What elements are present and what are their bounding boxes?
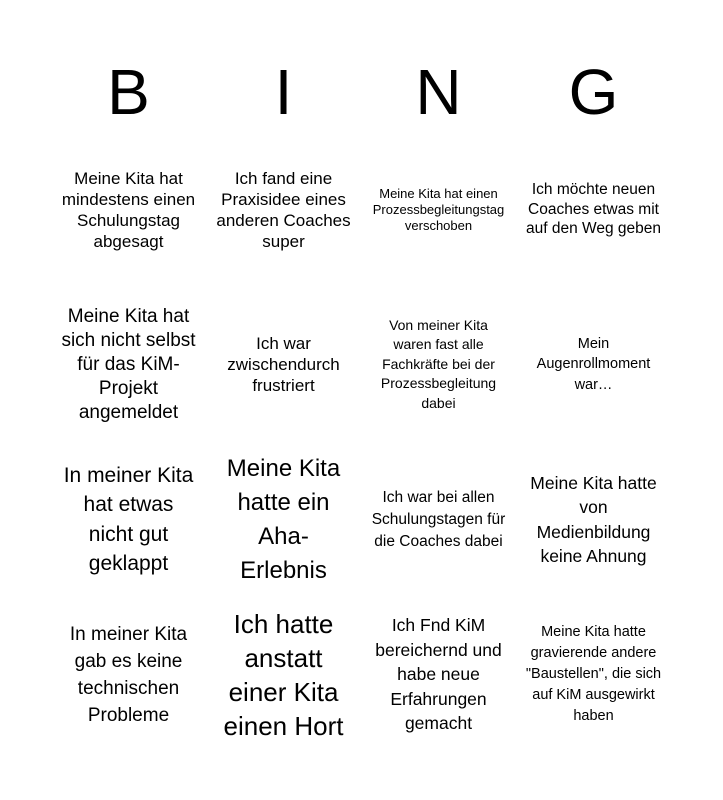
cell-text: Meine Kita hatte gravierende andere "Baustellen", die sich auf KiM ausgewirkt haben — [525, 624, 662, 724]
bingo-cell[interactable] — [51, 132, 206, 287]
cell-text: Meine Kita hatte ein Aha-Erlebnis — [226, 454, 341, 584]
cell-text: Ich war zwischendurch frustriert — [227, 334, 340, 395]
bingo-cell[interactable] — [51, 287, 206, 442]
header-letter-g: G — [568, 56, 619, 128]
bingo-cell[interactable] — [361, 132, 516, 287]
cell-text: Meine Kita hat mindestens einen Schulungstag abgesagt — [61, 168, 196, 251]
cell-text: Meine Kita hat einen Prozessbegleitungstag verschoben — [372, 185, 505, 233]
cell-text: Ich war bei allen Schulungstagen für die Coaches dabei — [371, 488, 506, 550]
bingo-cell[interactable] — [361, 287, 516, 442]
bingo-cell[interactable] — [516, 132, 671, 287]
bingo-cell[interactable] — [516, 597, 671, 752]
header-letter-b: B — [107, 56, 150, 128]
cell-text: In meiner Kita gab es keine technischen Probleme — [69, 623, 188, 726]
cell-text: Mein Augenrollmoment war… — [536, 335, 651, 393]
header-letter-n: N — [415, 56, 462, 128]
bingo-cell[interactable] — [51, 597, 206, 752]
header-letter-i: I — [274, 56, 293, 128]
bingo-cell[interactable] — [206, 442, 361, 597]
cell-text: Ich fand eine Praxisidee eines anderen Coaches super — [216, 168, 351, 251]
cell-text: Von meiner Kita waren fast alle Fachkräfte bei der Prozessbegleitung dabei — [380, 316, 497, 411]
bingo-cell[interactable] — [361, 597, 516, 752]
bingo-cell[interactable] — [516, 287, 671, 442]
cell-text: Meine Kita hatte von Medienbildung keine Ahnung — [530, 472, 657, 566]
cell-text: Meine Kita hat sich nicht selbst für das KiM-Projekt angemeldet — [61, 305, 196, 423]
bingo-cell[interactable] — [51, 442, 206, 597]
cell-text: Ich hatte anstatt einer Kita einen Hort — [223, 608, 344, 741]
bingo-grid — [51, 132, 671, 752]
bingo-cell[interactable] — [361, 442, 516, 597]
bingo-header — [51, 52, 671, 132]
bingo-cell[interactable] — [516, 442, 671, 597]
cell-text: Ich Fnd KiM bereichernd und habe neue Erfahrungen gemacht — [375, 615, 502, 734]
bingo-cell[interactable] — [206, 132, 361, 287]
bingo-cell[interactable] — [206, 597, 361, 752]
cell-text: Ich möchte neuen Coaches etwas mit auf den Weg geben — [525, 181, 662, 238]
cell-text: In meiner Kita hat etwas nicht gut geklappt — [63, 463, 194, 575]
bingo-cell[interactable] — [206, 287, 361, 442]
